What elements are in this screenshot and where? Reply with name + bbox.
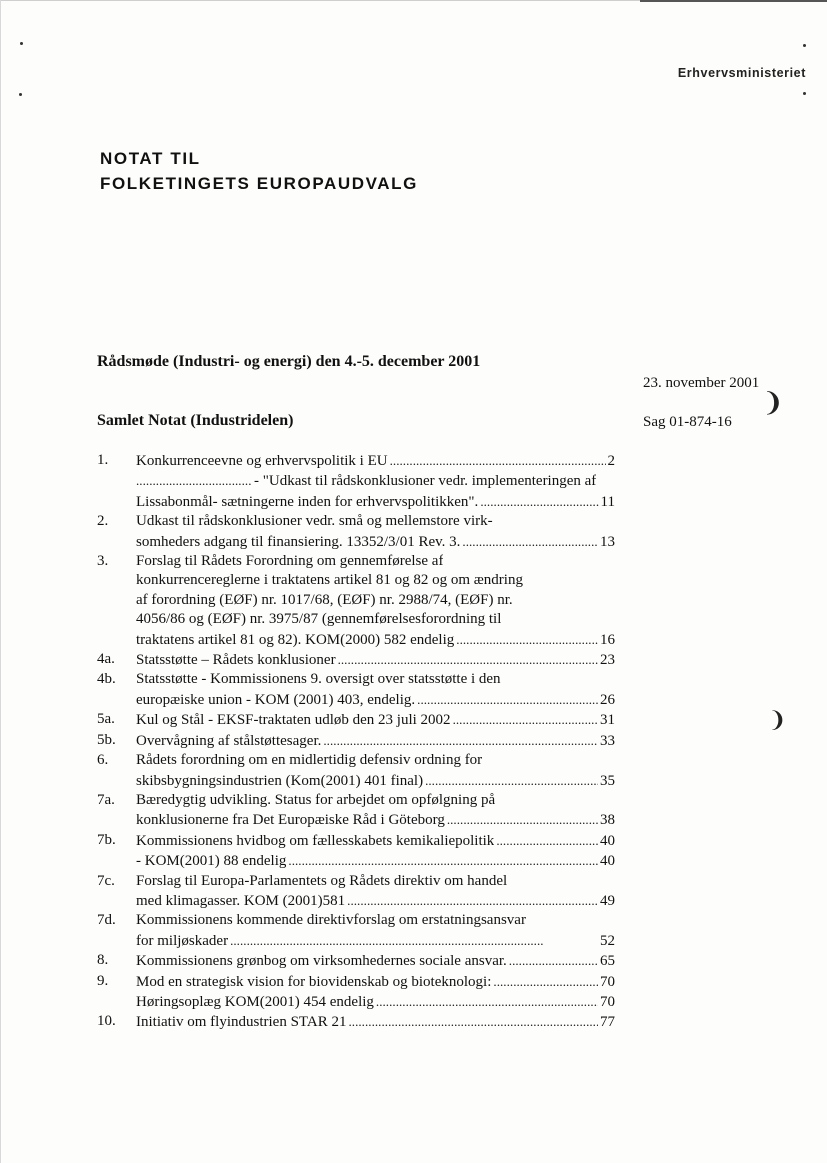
toc-line-text: Mod en strategisk vision for biovidenskab og bioteknologi: — [136, 973, 492, 990]
toc-page-number: 26 — [600, 691, 615, 708]
toc-page-number: 49 — [600, 892, 615, 909]
left-edge-line — [0, 0, 1, 1163]
case-number: Sag 01-874-16 — [643, 414, 732, 430]
toc-item-text — [136, 872, 615, 912]
punch-dot — [803, 44, 806, 47]
meeting-heading: Rådsmøde (Industri- og energi) den 4.-5. december 2001 — [97, 353, 481, 370]
dot-leader — [230, 931, 598, 951]
toc-page-number: 2 — [607, 453, 615, 469]
dot-leader — [425, 771, 598, 791]
toc-line — [136, 552, 615, 571]
toc-item-text — [136, 670, 615, 710]
toc-item-text — [136, 951, 615, 971]
toc-line — [136, 1012, 615, 1032]
dot-leader — [462, 532, 598, 552]
toc-line-text: Statsstøtte - Kommissionens 9. oversigt over statsstøtte i den — [136, 671, 501, 688]
toc-line — [136, 911, 615, 930]
dot-leader — [453, 710, 598, 730]
toc-page-number: 52 — [600, 932, 615, 949]
dot-leader — [338, 650, 598, 670]
toc-item-number: 1. — [97, 452, 109, 468]
toc-item — [97, 1012, 615, 1032]
toc-line — [136, 670, 615, 689]
toc-item-number: 4b. — [97, 671, 116, 688]
toc-line-text: konkurrencereglerne i traktatens artikel 81 og 82 og om ændring — [136, 572, 523, 589]
memo-title — [100, 146, 418, 196]
toc-line — [136, 972, 615, 992]
toc-line — [136, 610, 615, 629]
dot-leader — [417, 690, 598, 710]
toc-line-text: med klimagasser. KOM (2001)581 — [136, 892, 346, 909]
toc-line-text: - KOM(2001) 88 endelig — [136, 853, 287, 870]
toc-item-text — [136, 650, 615, 670]
toc-line-text: Bæredygtig udvikling. Status for arbejdet om opfølgning på — [136, 791, 496, 808]
toc-item-number: 6. — [97, 752, 109, 769]
toc-line — [136, 851, 615, 871]
toc-item — [97, 552, 615, 650]
toc-line-text: Høringsoplæg KOM(2001) 454 endelig — [136, 993, 374, 1010]
toc-line — [136, 931, 615, 951]
memo-title-line: FOLKETINGETS EUROPAUDVALG — [100, 174, 418, 193]
toc-item-text — [136, 791, 615, 831]
dot-leader — [348, 1012, 598, 1032]
toc-line — [136, 992, 615, 1012]
dot-leader — [376, 992, 598, 1012]
top-edge-mark — [640, 0, 827, 2]
toc-line-text: Kommissionens kommende direktivforslag om erstatningsansvar — [136, 912, 526, 929]
toc-item — [97, 650, 615, 670]
toc-item-number: 10. — [97, 1013, 116, 1030]
toc-line — [136, 571, 615, 590]
toc-line — [136, 690, 615, 710]
toc-line — [136, 731, 615, 751]
toc-line-text: Forslag til Rådets Forordning om gennemførelse af — [136, 553, 444, 570]
toc-item — [97, 670, 615, 710]
scan-mark: ❩ — [762, 388, 784, 418]
toc-line-text: Lissabonmål- sætningerne inden for erhvervspolitikken". — [136, 493, 479, 510]
toc-line-text: europæiske union - KOM (2001) 403, endelig. — [136, 691, 416, 708]
toc-line-text: Konkurrenceevne og erhvervspolitik i EU — [136, 453, 388, 469]
toc-line-text: Kul og Stål - EKSF-traktaten udløb den 23 juli 2002 — [136, 712, 451, 729]
toc-page-number: 38 — [600, 812, 615, 829]
toc-line — [136, 831, 615, 851]
toc-item-number: 3. — [97, 553, 109, 570]
toc-line — [136, 532, 615, 552]
scan-mark: ❩ — [768, 708, 787, 733]
toc-item-text — [136, 831, 615, 872]
toc-item-number: 8. — [97, 952, 109, 969]
toc-item-number: 7d. — [97, 912, 116, 929]
toc-line-text: somheders adgang til finansiering. 13352/3/01 Rev. 3. — [136, 533, 461, 550]
toc-line-text: Udkast til rådskonklusioner vedr. små og mellemstore virk- — [136, 513, 493, 530]
dot-leader — [288, 851, 598, 871]
dot-leader — [136, 471, 252, 491]
toc-line-text: Kommissionens grønbog om virksomhedernes sociale ansvar. — [136, 953, 507, 970]
toc-item — [97, 872, 615, 912]
toc-item — [97, 972, 615, 1013]
dot-leader — [509, 951, 598, 971]
toc-line-text: Rådets forordning om en midlertidig defensiv ordning for — [136, 752, 483, 769]
punch-dot — [19, 93, 22, 96]
ministry-name: Erhvervsministeriet — [677, 66, 806, 80]
toc-page-number: 16 — [600, 631, 615, 648]
toc-item-text — [136, 731, 615, 751]
dot-leader — [493, 972, 598, 992]
toc-line — [136, 951, 615, 971]
toc-item — [97, 831, 615, 872]
toc-item-number: 5a. — [97, 711, 115, 728]
toc-line — [136, 630, 615, 650]
toc-line — [136, 791, 615, 810]
toc-page-number: 65 — [600, 953, 615, 970]
toc-page-number: 33 — [600, 732, 615, 749]
toc-line — [136, 591, 615, 610]
toc-page-number: 70 — [600, 973, 615, 990]
toc-line-text: traktatens artikel 81 og 82). KOM(2000) 582 endelig — [136, 631, 455, 648]
table-of-contents — [97, 451, 615, 1033]
toc-page-number: 11 — [600, 493, 615, 510]
dot-leader — [390, 451, 606, 471]
toc-line-text: Statsstøtte – Rådets konklusioner — [136, 652, 336, 669]
toc-item-number: 5b. — [97, 731, 116, 748]
memo-subtitle: Samlet Notat (Industridelen) — [97, 412, 294, 429]
toc-item-text — [136, 1012, 615, 1032]
toc-item — [97, 751, 615, 791]
toc-line-text: skibsbygningsindustrien (Kom(2001) 401 final) — [136, 772, 424, 789]
toc-line — [136, 512, 615, 531]
toc-item — [97, 951, 615, 971]
toc-item — [97, 451, 615, 512]
memo-date: 23. november 2001 — [643, 375, 760, 391]
toc-line — [136, 771, 615, 791]
toc-line-text: for miljøskader — [136, 932, 229, 949]
toc-line-text: konklusionerne fra Det Europæiske Råd i Göteborg — [136, 812, 445, 829]
dot-leader — [456, 630, 598, 650]
toc-item — [97, 710, 615, 730]
toc-line-text: Overvågning af stålstøttesager. — [136, 732, 322, 749]
punch-dot — [803, 92, 806, 95]
toc-item-number: 7c. — [97, 872, 115, 889]
toc-line — [136, 891, 615, 911]
toc-item-text — [136, 972, 615, 1013]
toc-line — [136, 710, 615, 730]
toc-item-number: 4a. — [97, 651, 115, 668]
toc-item-text — [136, 751, 615, 791]
toc-page-number: 40 — [600, 832, 615, 849]
toc-page-number: 35 — [600, 772, 615, 789]
toc-item-number: 7a. — [97, 791, 115, 808]
toc-item — [97, 731, 615, 751]
toc-item-text — [136, 911, 615, 951]
toc-page-number: 40 — [600, 853, 615, 870]
toc-item-number: 2. — [97, 513, 109, 530]
toc-item — [97, 911, 615, 951]
toc-item-text — [136, 451, 615, 512]
toc-item-number: 9. — [97, 972, 109, 989]
dot-leader — [323, 731, 598, 751]
toc-line-text: - "Udkast til rådskonklusioner vedr. implementeringen af — [254, 473, 597, 490]
toc-line-text: 4056/86 og (EØF) nr. 3975/87 (gennemførelsesforordning til — [136, 611, 502, 628]
toc-item-text — [136, 512, 615, 552]
toc-line — [136, 810, 615, 830]
memo-title-line: NOTAT TIL — [100, 149, 201, 168]
toc-line — [136, 872, 615, 891]
toc-item-text — [136, 552, 615, 650]
toc-line — [136, 492, 615, 512]
dot-leader — [480, 492, 598, 512]
dot-leader — [496, 831, 598, 851]
punch-dot — [20, 42, 23, 45]
toc-line-text: Forslag til Europa-Parlamentets og Rådets direktiv om handel — [136, 872, 508, 889]
toc-line — [136, 451, 615, 471]
dot-leader — [347, 891, 598, 911]
toc-page-number: 31 — [600, 712, 615, 729]
toc-line — [136, 650, 615, 670]
toc-page-number: 77 — [600, 1014, 615, 1031]
toc-page-number: 70 — [600, 993, 615, 1010]
dot-leader — [447, 810, 598, 830]
toc-line-text: af forordning (EØF) nr. 1017/68, (EØF) nr. 2988/74, (EØF) nr. — [136, 591, 513, 608]
toc-item-text — [136, 710, 615, 730]
toc-line-text: Kommissionens hvidbog om fællesskabets kemikaliepolitik — [136, 832, 495, 849]
toc-line — [136, 751, 615, 770]
toc-line — [136, 471, 615, 491]
toc-item — [97, 512, 615, 552]
toc-page-number: 23 — [600, 652, 615, 669]
toc-item — [97, 791, 615, 831]
toc-page-number: 13 — [600, 533, 615, 550]
toc-line-text: Initiativ om flyindustrien STAR 21 — [136, 1014, 347, 1031]
toc-item-number: 7b. — [97, 831, 116, 848]
